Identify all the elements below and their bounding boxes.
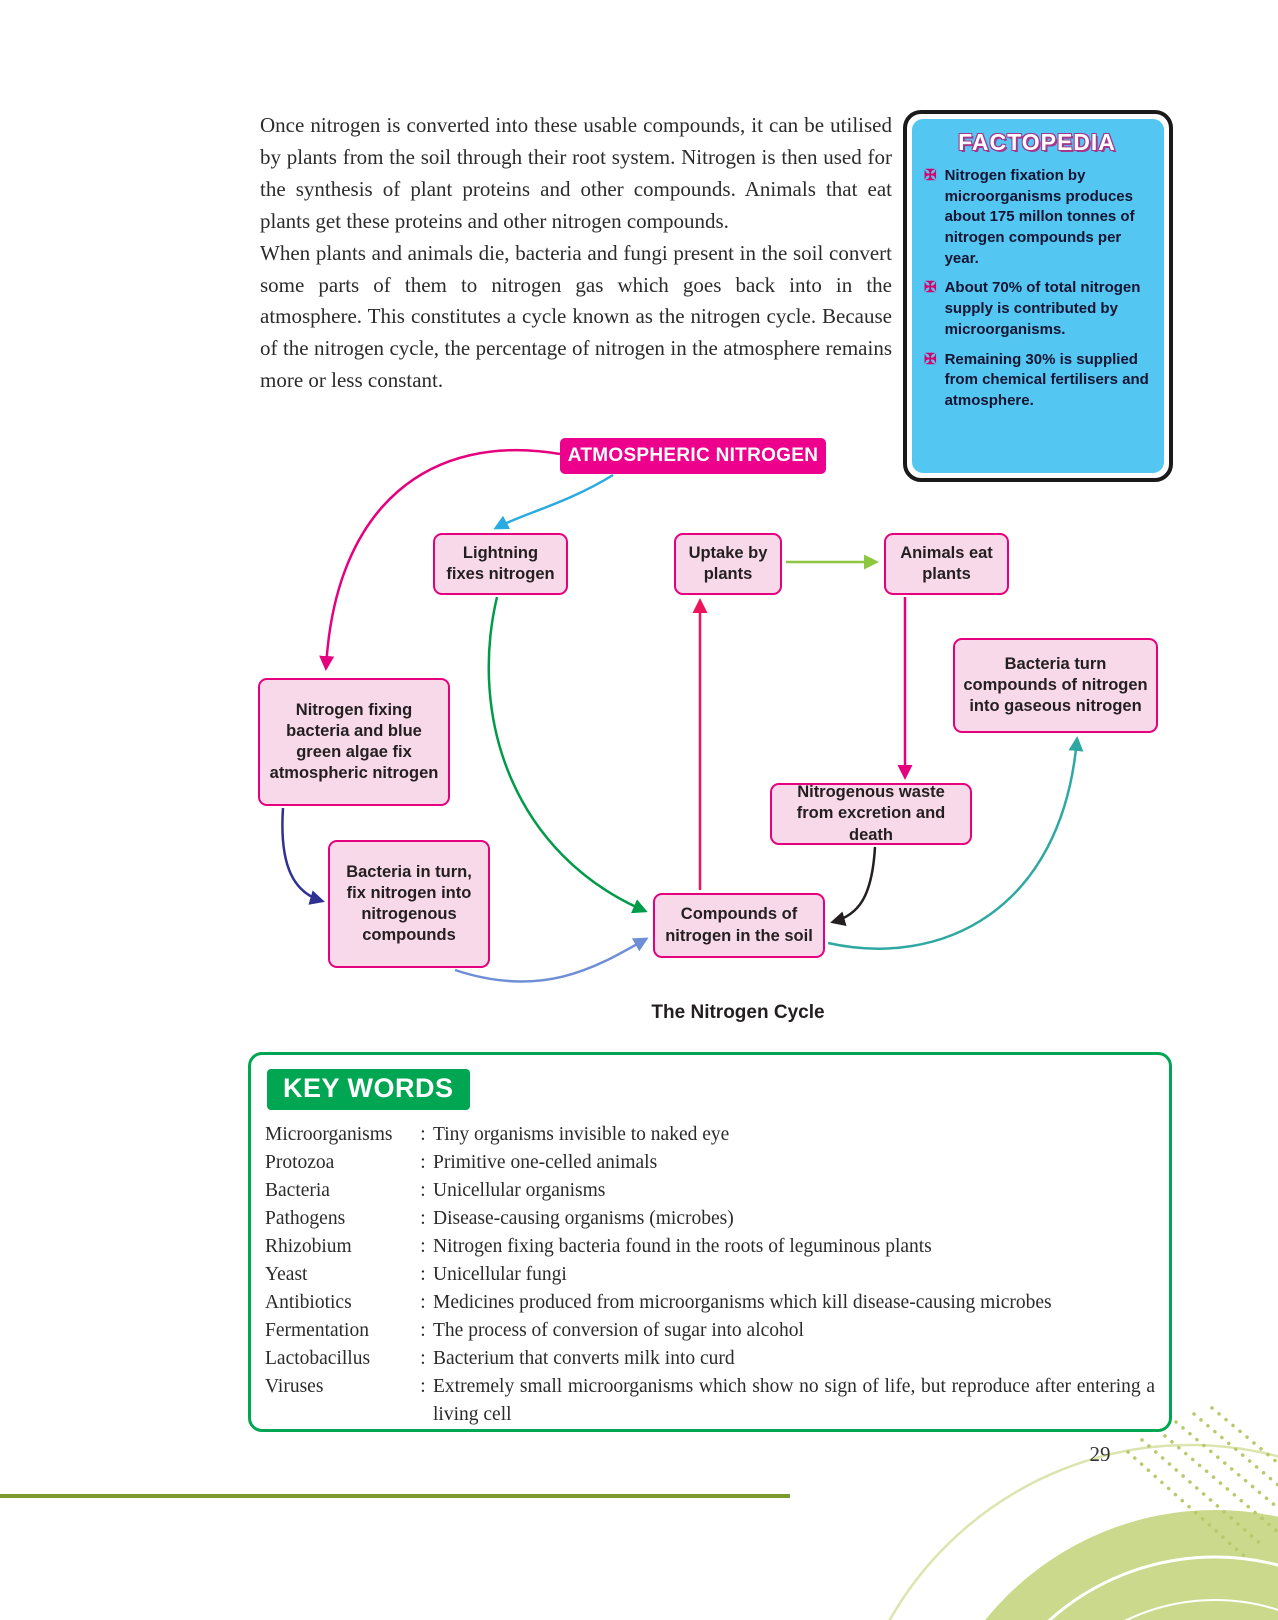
- factopedia-item: [922, 278, 1152, 340]
- footer-rule: [0, 1494, 790, 1498]
- keyword-term: Bacteria: [265, 1180, 330, 1201]
- keyword-term: Antibiotics: [265, 1292, 352, 1313]
- diagram-box-bacteria-in-turn: Bacteria in turn, fix nitrogen into nitrogenous compounds: [328, 840, 490, 968]
- keyword-term: Microorganisms: [265, 1124, 393, 1145]
- keywords-title: KEY WORDS: [267, 1069, 470, 1110]
- maltese-cross-icon: ✠: [924, 279, 937, 297]
- page-number: 29: [1089, 1442, 1111, 1466]
- keyword-term: Viruses: [265, 1376, 324, 1397]
- body-text: [260, 110, 892, 397]
- keyword-row: [265, 1177, 1155, 1205]
- diagram-box-uptake-by-plants: Uptake by plants: [674, 533, 782, 595]
- keyword-colon: :: [420, 1124, 426, 1145]
- keywords-list: [265, 1121, 1155, 1429]
- keyword-definition: Unicellular fungi: [433, 1264, 567, 1285]
- keyword-definition: Disease-causing organisms (microbes): [433, 1208, 734, 1229]
- keyword-definition: Unicellular organisms: [433, 1180, 606, 1201]
- keyword-colon: :: [420, 1152, 426, 1173]
- keyword-colon: :: [420, 1236, 426, 1257]
- keyword-colon: :: [420, 1292, 426, 1313]
- keyword-term: Pathogens: [265, 1208, 346, 1229]
- keyword-definition: The process of conversion of sugar into alcohol: [433, 1320, 804, 1341]
- keyword-definition: Extremely small microorganisms which show no sign of life, but reproduce after entering a living cell: [433, 1376, 1155, 1425]
- keyword-row: [265, 1317, 1155, 1345]
- keyword-term: Rhizobium: [265, 1236, 352, 1257]
- diagram-box-bacteria-turn-compounds: Bacteria turn compounds of nitrogen into gaseous nitrogen: [953, 638, 1158, 733]
- keyword-colon: :: [420, 1376, 426, 1397]
- maltese-cross-icon: ✠: [924, 167, 937, 184]
- keyword-row: [265, 1149, 1155, 1177]
- keyword-term: Fermentation: [265, 1320, 369, 1341]
- diagram-box-compounds-in-soil: Compounds of nitrogen in the soil: [653, 893, 825, 958]
- factopedia-item-text: Remaining 30% is supplied from chemical fertilisers and atmosphere.: [944, 350, 1149, 409]
- paragraph-nitrogen-cycle: When plants and animals die, bacteria and fungi present in the soil convert some parts of them to nitrogen gas which goes back into in the atmosphere. This constitutes a cycle known as the nitrogen cycle. Because of the nitrogen cycle, the percentage of nitrogen in the atmosphere remains more or less constant.: [260, 240, 892, 393]
- keyword-row: [265, 1261, 1155, 1289]
- diagram-header-atmospheric-nitrogen: ATMOSPHERIC NITROGEN: [560, 438, 826, 474]
- keyword-row: [265, 1121, 1155, 1149]
- keyword-term: Protozoa: [265, 1152, 335, 1173]
- keyword-colon: :: [420, 1180, 426, 1201]
- keyword-colon: :: [420, 1208, 426, 1229]
- factopedia-item-text: About 70% of total nitrogen supply is contributed by microorganisms.: [944, 279, 1141, 338]
- keyword-definition: Bacterium that converts milk into curd: [433, 1348, 735, 1369]
- keyword-definition: Nitrogen fixing bacteria found in the roots of leguminous plants: [433, 1236, 932, 1257]
- keyword-definition: Primitive one-celled animals: [433, 1152, 658, 1173]
- keyword-row: [265, 1233, 1155, 1261]
- keyword-colon: :: [420, 1348, 426, 1369]
- factopedia-inner: [912, 119, 1164, 473]
- keyword-colon: :: [420, 1264, 426, 1285]
- diagram-box-animals-eat-plants: Animals eat plants: [884, 533, 1009, 595]
- diagram-box-nitrogenous-waste: Nitrogenous waste from excretion and death: [770, 783, 972, 845]
- keyword-definition: Medicines produced from microorganisms which kill disease-causing microbes: [433, 1292, 1052, 1313]
- factopedia-item: [922, 166, 1152, 269]
- keyword-definition: Tiny organisms invisible to naked eye: [433, 1124, 730, 1145]
- diagram-box-lightning: Lightning fixes nitrogen: [433, 533, 568, 595]
- keyword-term: Yeast: [265, 1264, 308, 1285]
- keyword-colon: :: [420, 1320, 426, 1341]
- keyword-term: Lactobacillus: [265, 1348, 371, 1369]
- keyword-row: [265, 1373, 1155, 1429]
- keywords-box: [248, 1052, 1172, 1432]
- maltese-cross-icon: ✠: [924, 350, 937, 368]
- factopedia-item-text: Nitrogen fixation by microorganisms produces about 175 millon tonnes of nitrogen compounds per year.: [944, 167, 1135, 267]
- keyword-row: [265, 1205, 1155, 1233]
- paragraph-nitrogen-use: Once nitrogen is converted into these usable compounds, it can be utilised by plants from the soil through their root system. Nitrogen is then used for the synthesis of plant proteins and other compounds. Animals that eat plants get these proteins and other nitrogen compounds.: [260, 113, 892, 233]
- factopedia-title: FACTOPEDIA: [958, 129, 1116, 155]
- factopedia-box: [903, 110, 1173, 482]
- diagram-box-nitrogen-fixing-bacteria: Nitrogen fixing bacteria and blue green algae fix atmospheric nitrogen: [258, 678, 450, 806]
- factopedia-item: [922, 350, 1152, 412]
- diagram-caption: The Nitrogen Cycle: [651, 1002, 825, 1023]
- keyword-row: [265, 1345, 1155, 1373]
- keyword-row: [265, 1289, 1155, 1317]
